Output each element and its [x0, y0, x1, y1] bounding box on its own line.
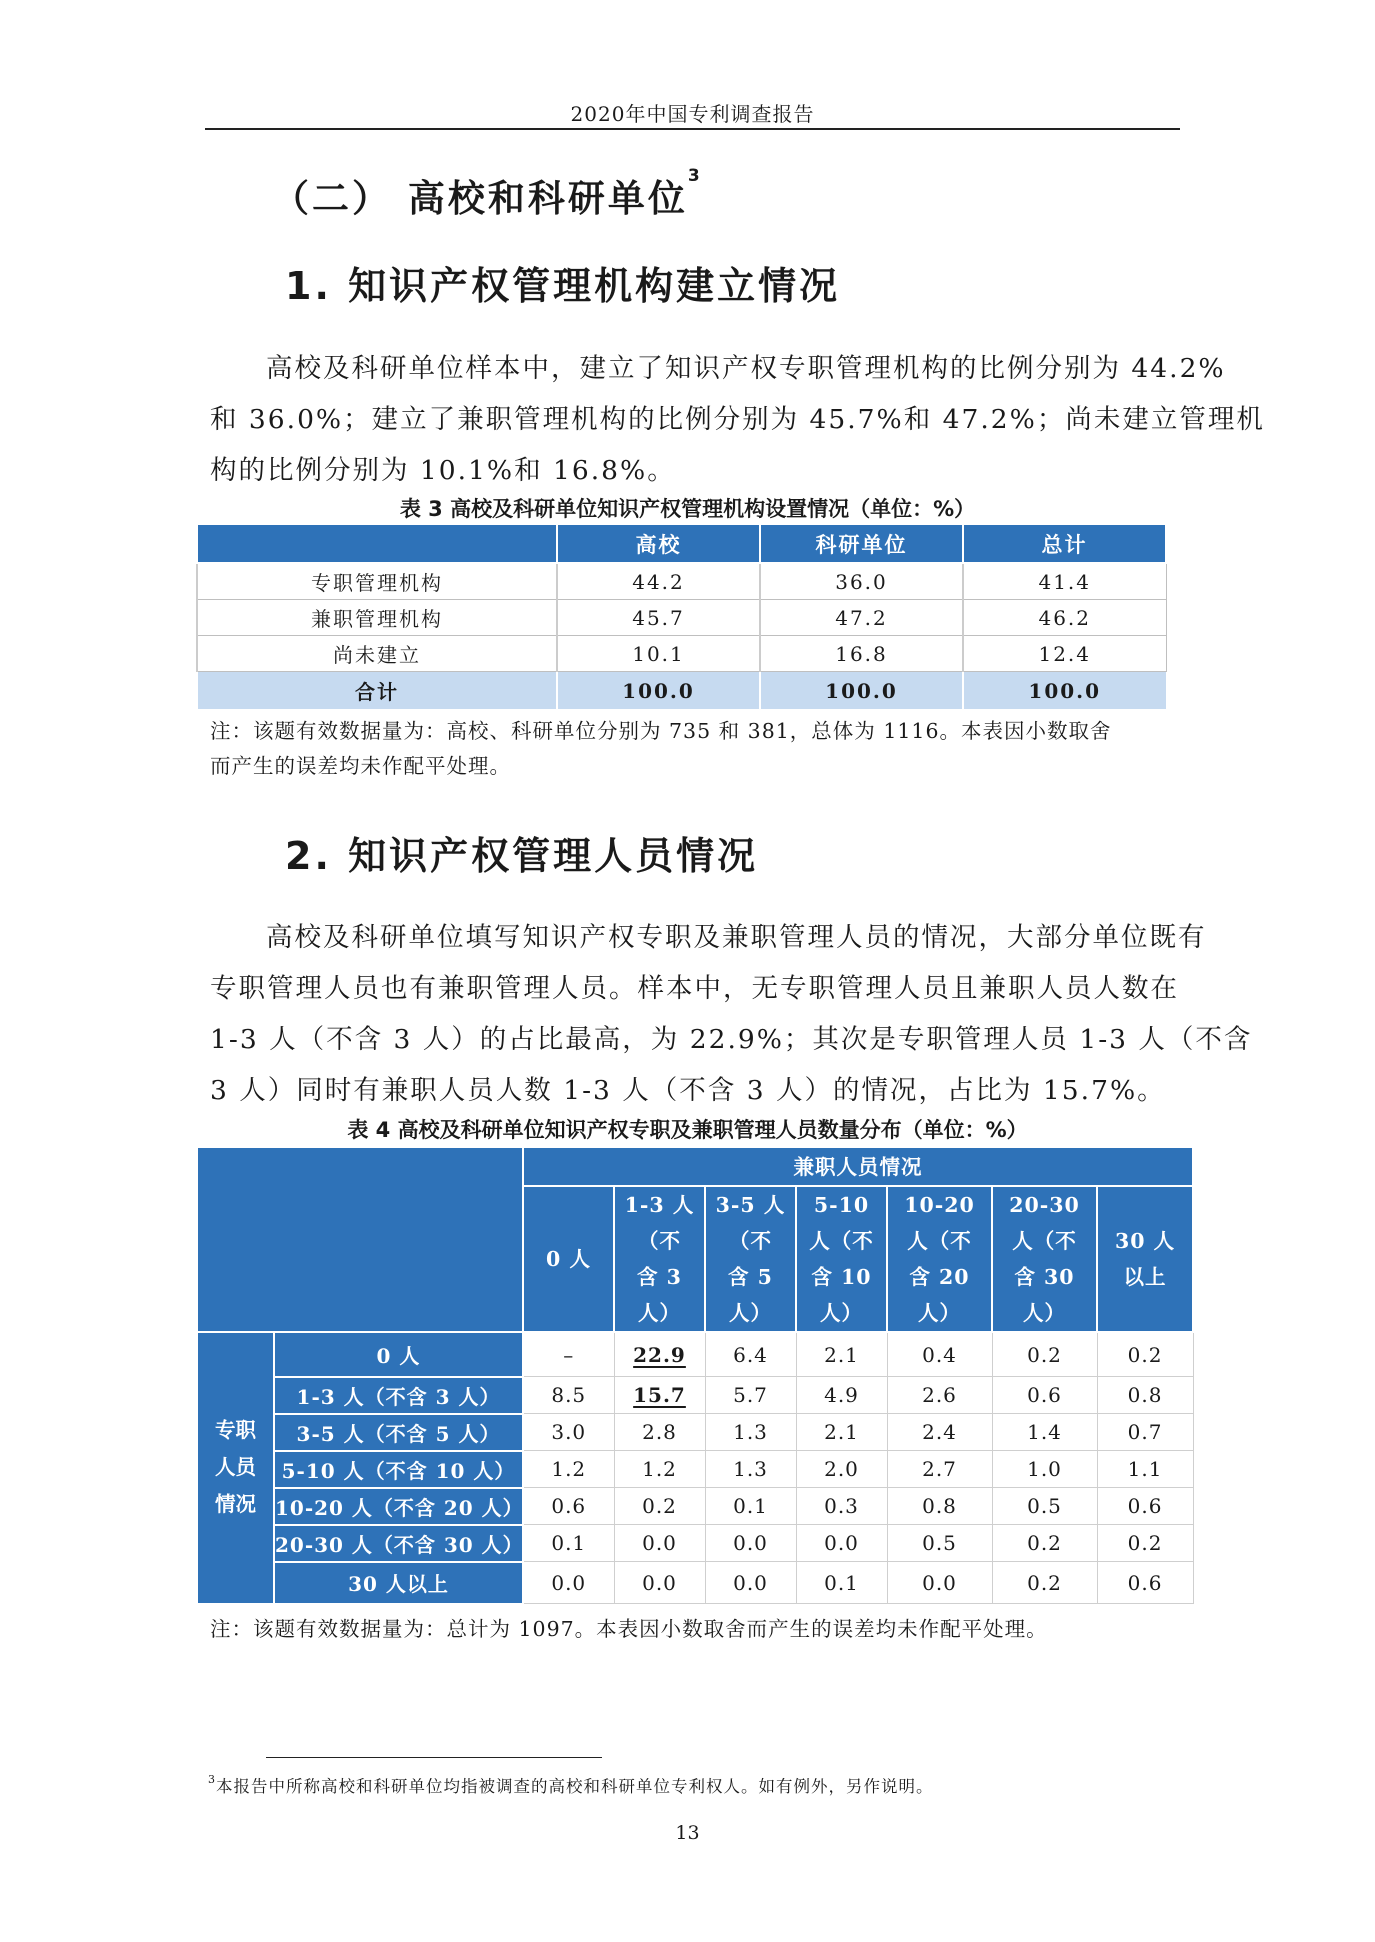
row-label: 0 人: [274, 1332, 523, 1377]
total-label: 合计: [197, 672, 557, 710]
paragraph-line: 构的比例分别为 10.1%和 16.8%。: [210, 455, 676, 486]
paragraph-2: [210, 912, 1253, 1116]
col-header: 30 人 以上: [1097, 1186, 1193, 1332]
col-header: 3-5 人 （不 含 5 人）: [705, 1186, 796, 1332]
highlighted-cell: 22.9: [614, 1332, 705, 1377]
table-cell: 2.4: [887, 1414, 992, 1451]
table-cell: 46.2: [963, 600, 1166, 636]
table-cell: 0.4: [887, 1332, 992, 1377]
table-cell: 4.9: [796, 1377, 887, 1414]
table-cell: 2.1: [796, 1332, 887, 1377]
footnote: [208, 1773, 934, 1797]
highlighted-cell: 15.7: [614, 1377, 705, 1414]
col-header: 10-20 人（不 含 20 人）: [887, 1186, 992, 1332]
footnote-rule: [266, 1757, 602, 1758]
total-cell: 100.0: [557, 672, 760, 710]
col-header: 5-10 人（不 含 10 人）: [796, 1186, 887, 1332]
table-cell: 0.2: [1097, 1332, 1193, 1377]
footnote-text: 本报告中所称高校和科研单位均指被调查的高校和科研单位专利权人。如有例外，另作说明。: [216, 1777, 934, 1796]
table-cell: 36.0: [760, 563, 963, 600]
section-title: [272, 168, 700, 222]
table-cell: 0.0: [796, 1525, 887, 1562]
table-row: [197, 1414, 1193, 1451]
table-row: [197, 636, 1166, 672]
row-label: 兼职管理机构: [197, 600, 557, 636]
table-cell: 1.2: [614, 1451, 705, 1488]
table-cell: 2.1: [796, 1414, 887, 1451]
footnote-marker[interactable]: 3: [687, 166, 700, 186]
table-cell: 1.2: [523, 1451, 614, 1488]
table-cell: 6.4: [705, 1332, 796, 1377]
total-cell: 100.0: [760, 672, 963, 710]
table-row: [197, 600, 1166, 636]
header-rule: [205, 128, 1180, 130]
table-cell: 0.0: [614, 1562, 705, 1604]
table-cell: 0.6: [1097, 1562, 1193, 1604]
table-cell: 0.8: [887, 1488, 992, 1525]
table-cell: 0.6: [523, 1488, 614, 1525]
table-cell: 0.8: [1097, 1377, 1193, 1414]
table-cell: 0.0: [705, 1562, 796, 1604]
table-header-cell: 总计: [963, 524, 1166, 563]
table-cell: 0.5: [992, 1488, 1097, 1525]
table-cell: 47.2: [760, 600, 963, 636]
table-cell: 0.6: [1097, 1488, 1193, 1525]
table-cell: 0.5: [887, 1525, 992, 1562]
col-header: 1-3 人 （不 含 3 人）: [614, 1186, 705, 1332]
table-cell: 0.1: [523, 1525, 614, 1562]
col-header: 0 人: [523, 1186, 614, 1332]
table-4-caption: 表 4 高校及科研单位知识产权专职及兼职管理人员数量分布（单位：%）: [347, 1118, 1028, 1142]
page-header: 2020年中国专利调查报告: [570, 102, 815, 126]
subsection-title-2: 2. 知识产权管理人员情况: [285, 834, 759, 878]
total-cell: 100.0: [963, 672, 1166, 710]
row-group-header: 专职 人员 情况: [197, 1332, 274, 1604]
row-label: 尚未建立: [197, 636, 557, 672]
row-label: 30 人以上: [274, 1562, 523, 1604]
table-cell: 8.5: [523, 1377, 614, 1414]
table-row: [197, 1488, 1193, 1525]
table-cell: 3.0: [523, 1414, 614, 1451]
row-label: 3-5 人（不含 5 人）: [274, 1414, 523, 1451]
table-corner-cell: [197, 1147, 523, 1332]
table-row: [197, 1451, 1193, 1488]
table-3-caption: 表 3 高校及科研单位知识产权管理机构设置情况（单位：%）: [399, 497, 976, 521]
table-cell: 0.2: [992, 1332, 1097, 1377]
table-row: [197, 1525, 1193, 1562]
table-cell: 0.2: [614, 1488, 705, 1525]
table-cell: 0.0: [614, 1525, 705, 1562]
table-cell: 0.0: [523, 1562, 614, 1604]
note-line: 注：该题有效数据量为：总计为 1097。本表因小数取舍而产生的误差均未作配平处理。: [210, 1617, 1048, 1641]
table-header-row: [197, 1147, 1193, 1186]
table-total-row: [197, 672, 1166, 710]
table-cell: 0.1: [705, 1488, 796, 1525]
table-4-note: [210, 1612, 1190, 1647]
table-cell: 0.2: [992, 1525, 1097, 1562]
table-3: [196, 523, 1167, 710]
table-cell: 45.7: [557, 600, 760, 636]
table-cell: 2.0: [796, 1451, 887, 1488]
table-4: [196, 1146, 1194, 1605]
paragraph-line: 专职管理人员也有兼职管理人员。样本中，无专职管理人员且兼职人员人数在: [210, 973, 1179, 1004]
table-cell: 12.4: [963, 636, 1166, 672]
table-cell: 0.1: [796, 1562, 887, 1604]
paragraph-1: [210, 343, 1265, 496]
table-cell: 0.2: [1097, 1525, 1193, 1562]
table-header-cell: 高校: [557, 524, 760, 563]
table-cell: 2.8: [614, 1414, 705, 1451]
note-line: 而产生的误差均未作配平处理。: [210, 754, 511, 778]
row-label: 5-10 人（不含 10 人）: [274, 1451, 523, 1488]
row-label: 10-20 人（不含 20 人）: [274, 1488, 523, 1525]
paragraph-line: 1-3 人（不含 3 人）的占比最高，为 22.9%；其次是专职管理人员 1-3 人（不含: [210, 1024, 1253, 1055]
table-cell: 0.0: [705, 1525, 796, 1562]
table-cell: 0.0: [887, 1562, 992, 1604]
table-cell: 5.7: [705, 1377, 796, 1414]
table-header-row: [197, 524, 1166, 563]
row-label: 专职管理机构: [197, 563, 557, 600]
row-label: 20-30 人（不含 30 人）: [274, 1525, 523, 1562]
table-cell: 2.7: [887, 1451, 992, 1488]
table-3-note: [210, 714, 1190, 784]
table-cell: 1.3: [705, 1414, 796, 1451]
table-row: [197, 1562, 1193, 1604]
table-cell: 1.3: [705, 1451, 796, 1488]
table-cell: 0.3: [796, 1488, 887, 1525]
table-cell: 44.2: [557, 563, 760, 600]
table-header-cell: [197, 524, 557, 563]
table-row: [197, 1332, 1193, 1377]
footnote-number: 3: [208, 1773, 216, 1786]
table-cell: 1.1: [1097, 1451, 1193, 1488]
table-cell: 0.6: [992, 1377, 1097, 1414]
table-row: [197, 563, 1166, 600]
col-group-header: 兼职人员情况: [523, 1147, 1193, 1186]
table-cell: 16.8: [760, 636, 963, 672]
page-number: 13: [675, 1822, 700, 1844]
section-title-text: （二） 高校和科研单位: [272, 177, 688, 220]
paragraph-line: 和 36.0%；建立了兼职管理机构的比例分别为 45.7%和 47.2%；尚未建立管理机: [210, 404, 1265, 435]
paragraph-line: 3 人）同时有兼职人员人数 1-3 人（不含 3 人）的情况，占比为 15.7%。: [210, 1075, 1166, 1106]
table-cell: 0.2: [992, 1562, 1097, 1604]
table-cell: –: [523, 1332, 614, 1377]
table-cell: 2.6: [887, 1377, 992, 1414]
col-header: 20-30 人（不 含 30 人）: [992, 1186, 1097, 1332]
table-header-cell: 科研单位: [760, 524, 963, 563]
paragraph-line: 高校及科研单位样本中，建立了知识产权专职管理机构的比例分别为 44.2%: [266, 353, 1226, 384]
row-label: 1-3 人（不含 3 人）: [274, 1377, 523, 1414]
table-cell: 41.4: [963, 563, 1166, 600]
paragraph-line: 高校及科研单位填写知识产权专职及兼职管理人员的情况，大部分单位既有: [266, 922, 1207, 953]
table-cell: 10.1: [557, 636, 760, 672]
table-cell: 1.0: [992, 1451, 1097, 1488]
subsection-title-1: 1. 知识产权管理机构建立情况: [285, 264, 841, 308]
note-line: 注：该题有效数据量为：高校、科研单位分别为 735 和 381，总体为 1116。本表因小数取舍: [210, 719, 1112, 743]
table-cell: 1.4: [992, 1414, 1097, 1451]
table-cell: 0.7: [1097, 1414, 1193, 1451]
table-row: [197, 1377, 1193, 1414]
